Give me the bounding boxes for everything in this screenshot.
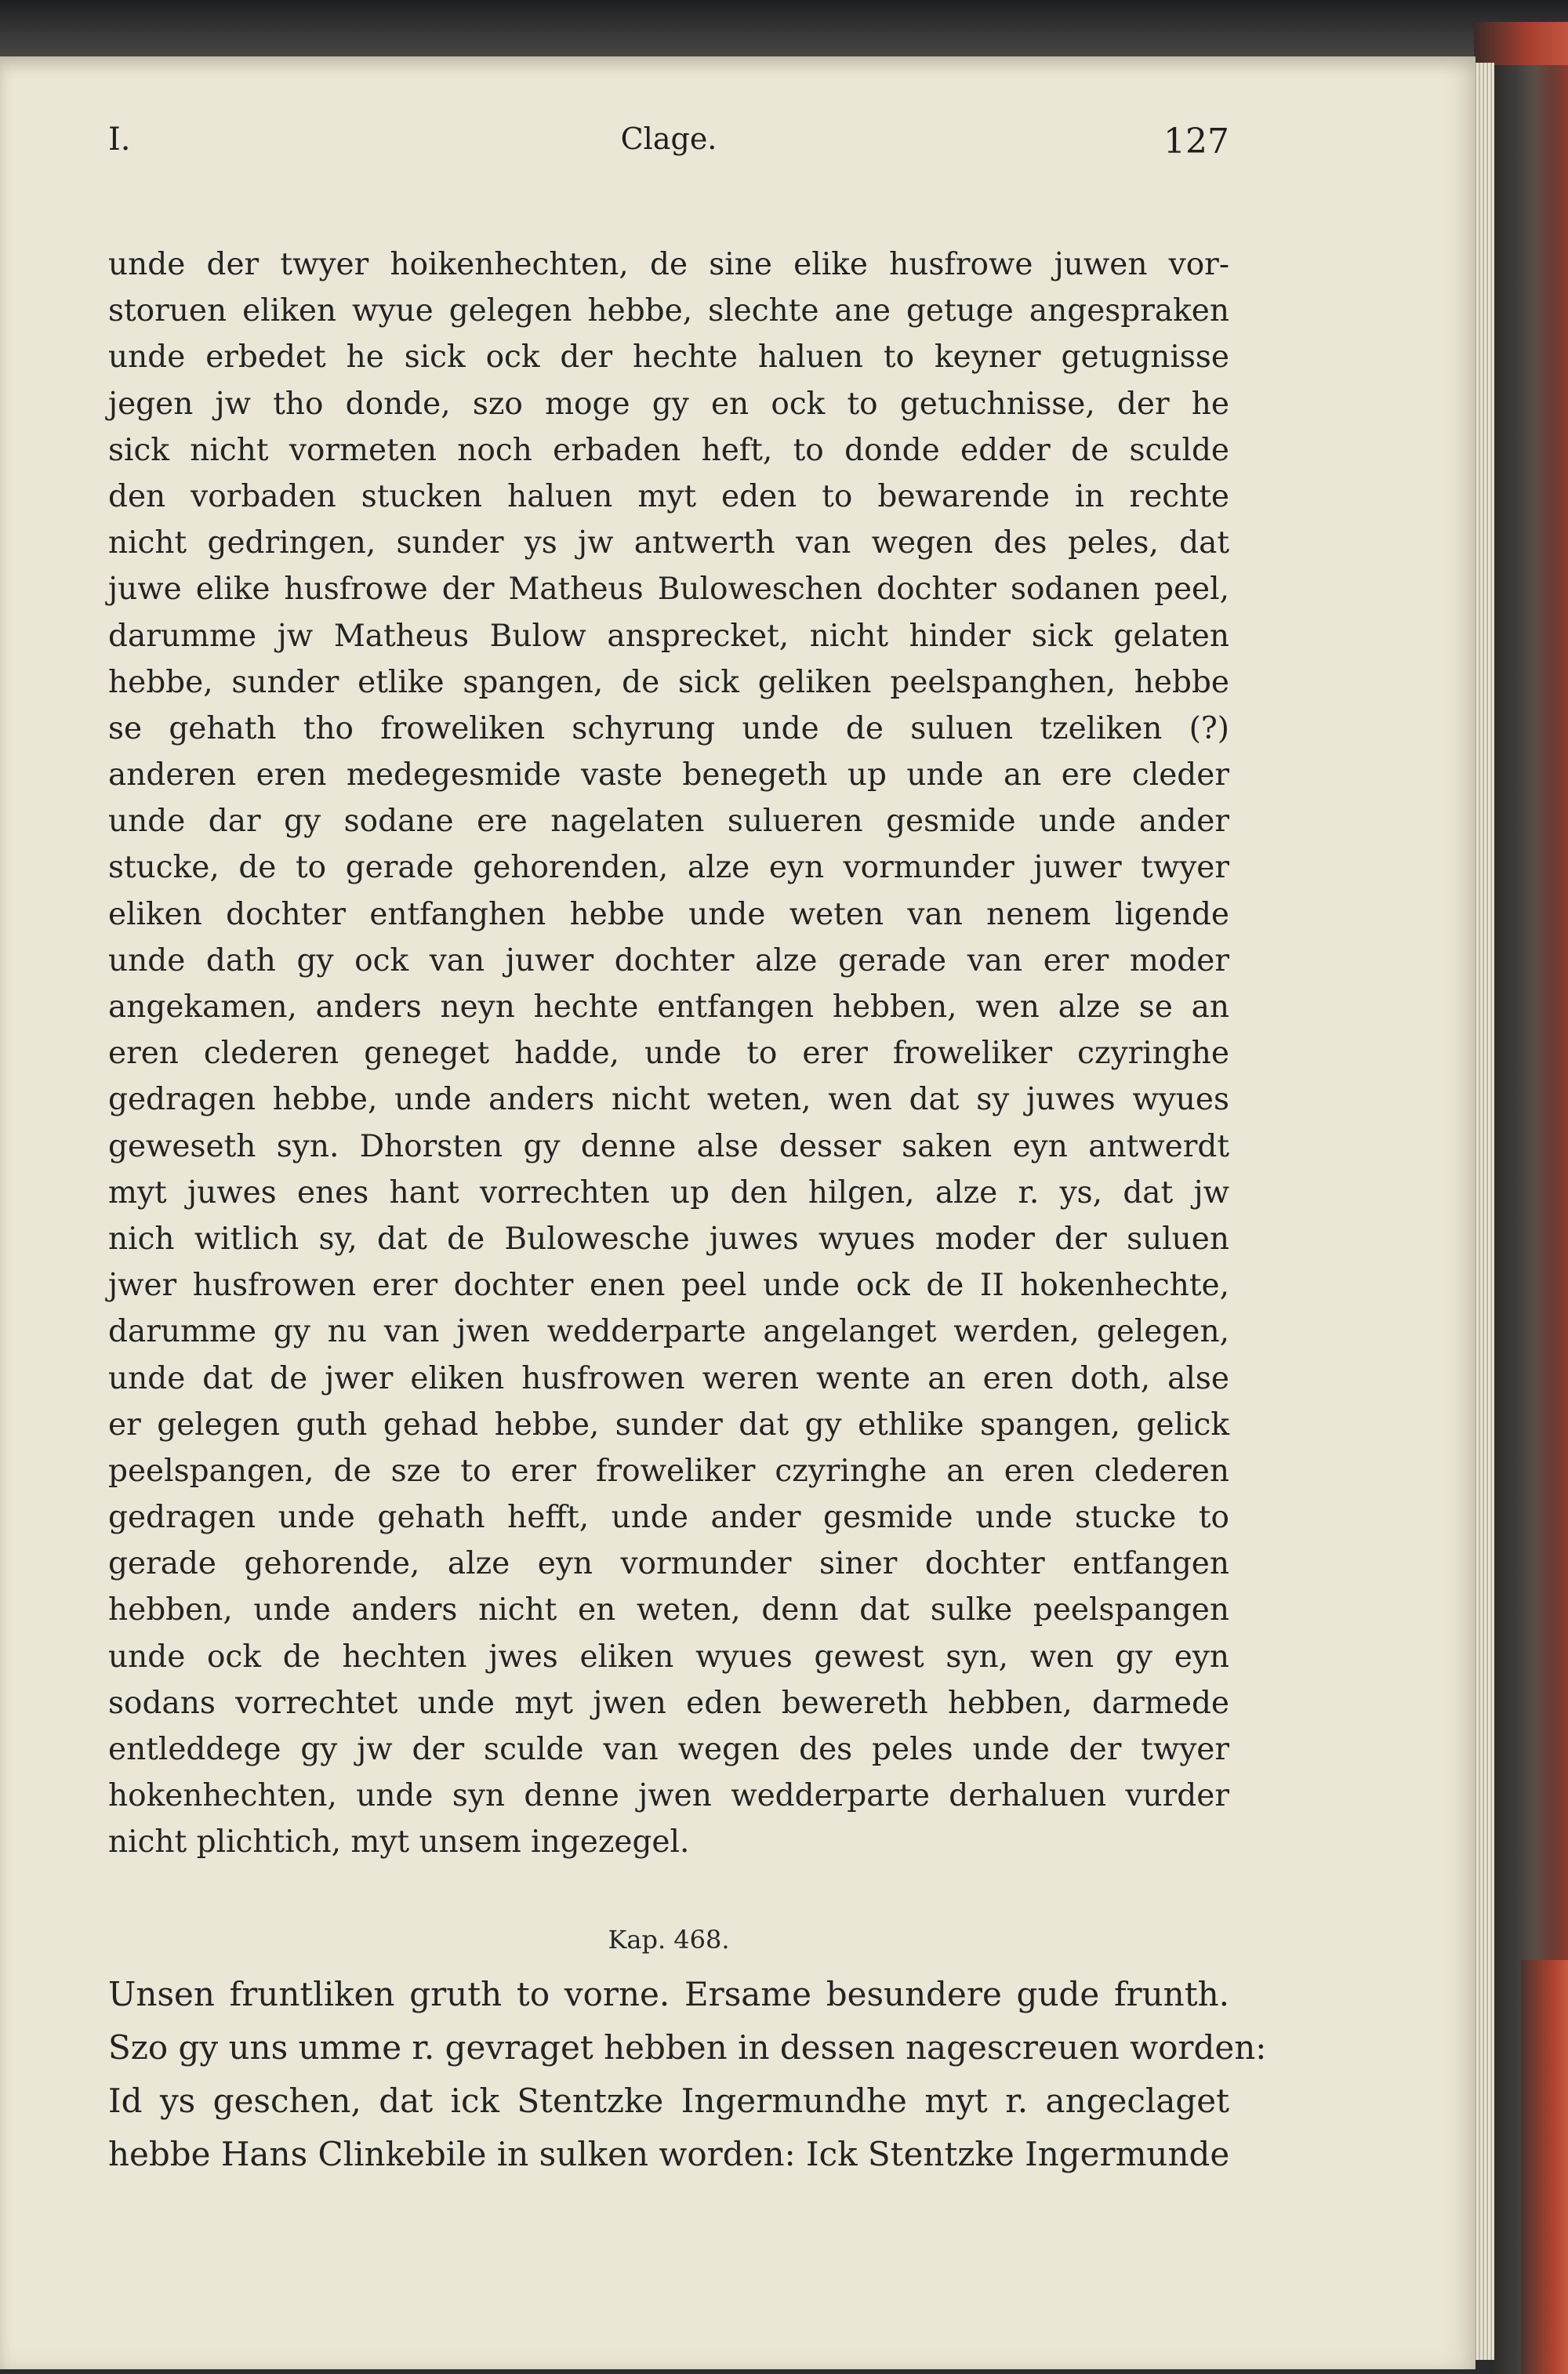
text-line: se gehath tho froweliken schyrung unde de suluen tzeliken (?) — [108, 710, 1229, 746]
text-line: storuen eliken wyue gelegen hebbe, slechte ane getuge angespraken — [108, 293, 1229, 329]
text-line: den vorbaden stucken haluen myt eden to bewarende in rechte — [108, 478, 1229, 514]
letter-paragraph — [108, 1968, 1267, 2181]
text-line: sodans vorrechtet unde myt jwen eden bewereth hebben, darmede — [108, 1685, 1229, 1721]
section-numeral: I. — [108, 122, 131, 158]
text-line: stucke, de to gerade gehorenden, alze eyn vormunder juwer twyer — [108, 850, 1229, 886]
cover-corner-top — [1474, 22, 1568, 65]
text-line: angekamen, anders neyn hechte entfangen hebben, wen alze se an — [108, 989, 1229, 1025]
text-line: gedragen hebbe, unde anders nicht weten, wen dat sy juwes wyues — [108, 1082, 1229, 1118]
text-line: hebben, unde anders nicht en weten, denn dat sulke peelspangen — [108, 1592, 1229, 1628]
text-line: darumme jw Matheus Bulow ansprecket, nicht hinder sick gelaten — [108, 618, 1229, 654]
text-line: eren clederen geneget hadde, unde to erer froweliker czyringhe — [108, 1036, 1229, 1072]
text-line: unde dat de jwer eliken husfrowen weren wente an eren doth, alse — [108, 1360, 1229, 1396]
chapter-heading: Kap. 468. — [608, 1925, 730, 1955]
text-line: geweseth syn. Dhorsten gy denne alse desser saken eyn antwerdt — [108, 1128, 1229, 1164]
page-stack-edge — [1474, 63, 1494, 2360]
text-line: myt juwes enes hant vorrechten up den hilgen, alze r. ys, dat jw — [108, 1174, 1229, 1211]
text-line: unde der twyer hoikenhechten, de sine elike husfrowe juwen vor- — [108, 247, 1229, 282]
text-line: jwer husfrowen erer dochter enen peel unde ock de II hokenhechte, — [108, 1268, 1229, 1304]
text-line: sick nicht vormeten noch erbaden heft, to donde edder de sculde — [108, 432, 1229, 468]
text-line: unde dar gy sodane ere nagelaten sulueren gesmide unde ander — [108, 804, 1229, 840]
running-header — [108, 122, 1229, 184]
text-line: jegen jw tho donde, szo moge gy en ock to getuchnisse, der he — [108, 386, 1229, 422]
text-line: gedragen unde gehath hefft, unde ander gesmide unde stucke to — [108, 1500, 1229, 1536]
running-title: Clage. — [620, 122, 717, 156]
text-line: peelspangen, de sze to erer froweliker czyringhe an eren clederen — [108, 1453, 1229, 1489]
text-line: hebbe Hans Clinkebile in sulken worden: Ick Stentzke Ingermunde — [108, 2135, 1230, 2173]
text-line: hokenhechten, unde syn denne jwen wedderparte derhaluen vurder — [108, 1778, 1229, 1814]
text-line: entleddege gy jw der sculde van wegen des peles unde der twyer — [108, 1732, 1229, 1767]
text-line: unde erbedet he sick ock der hechte haluen to keyner getugnisse — [108, 339, 1229, 376]
cover-corner-bottom — [1521, 1960, 1568, 2374]
text-line: anderen eren medegesmide vaste benegeth up unde an ere cleder — [108, 757, 1229, 793]
text-line: eliken dochter entfanghen hebbe unde weten van nenem ligende — [108, 896, 1229, 932]
text-line: gerade gehorende, alze eyn vormunder siner dochter entfangen — [108, 1546, 1229, 1582]
text-line: nich witlich sy, dat de Bulowesche juwes wyues moder der suluen — [108, 1221, 1229, 1257]
text-line: Unsen fruntliken gruth to vorne. Ersame besundere gude frunth. — [108, 1975, 1229, 2013]
main-paragraph — [108, 241, 1229, 1866]
text-line: hebbe, sunder etlike spangen, de sick geliken peelspanghen, hebbe — [108, 664, 1229, 700]
text-line: darumme gy nu van jwen wedderparte angelanget werden, gelegen, — [108, 1314, 1229, 1350]
book-binding-top — [0, 0, 1568, 61]
text-line: nicht plichtich, myt unsem ingezegel. — [108, 1824, 690, 1860]
text-line: juwe elike husfrowe der Matheus Buloweschen dochter sodanen peel, — [108, 572, 1229, 608]
text-line: Szo gy uns umme r. gevraget hebben in dessen nagescreuen worden: — [108, 2028, 1267, 2067]
text-line: unde ock de hechten jwes eliken wyues gewest syn, wen gy eyn — [108, 1639, 1229, 1675]
text-line: Id ys geschen, dat ick Stentzke Ingermundhe myt r. angeclaget — [108, 2082, 1229, 2120]
text-line: unde dath gy ock van juwer dochter alze gerade van erer moder — [108, 942, 1229, 978]
page-number: 127 — [1163, 122, 1229, 162]
text-line: er gelegen guth gehad hebbe, sunder dat gy ethlike spangen, gelick — [108, 1407, 1229, 1443]
text-line: nicht gedringen, sunder ys jw antwerth van wegen des peles, dat — [108, 525, 1229, 561]
